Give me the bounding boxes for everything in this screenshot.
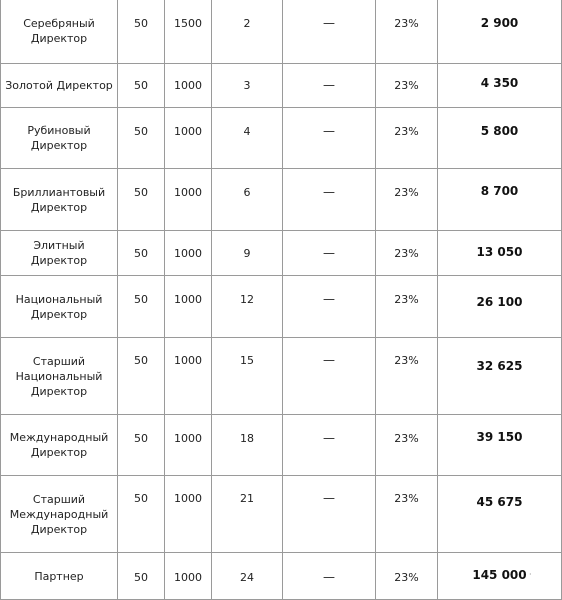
value-cell: 1000 xyxy=(165,276,212,338)
bonus-cell: 5 800 xyxy=(438,108,562,169)
value-cell: 50 xyxy=(118,338,165,415)
rank-name-cell: Элитный Директор xyxy=(1,231,118,276)
bonus-cell: 8 700 xyxy=(438,169,562,231)
value-cell: 9 xyxy=(212,231,283,276)
percent-cell: 23% xyxy=(376,169,438,231)
value-cell: 4 xyxy=(212,108,283,169)
percent-cell: 23% xyxy=(376,415,438,476)
bonus-cell: 4 350 xyxy=(438,64,562,108)
value-cell: 21 xyxy=(212,476,283,553)
value-cell: 1000 xyxy=(165,108,212,169)
value-cell: 12 xyxy=(212,276,283,338)
percent-cell: 23% xyxy=(376,276,438,338)
rank-name-cell: Золотой Директор xyxy=(1,64,118,108)
table-row xyxy=(1,553,562,600)
percent-cell: 23% xyxy=(376,476,438,553)
bonus-cell: 39 150 xyxy=(438,415,562,476)
percent-cell: 23% xyxy=(376,108,438,169)
percent-cell: 23% xyxy=(376,553,438,600)
value-cell: 3 xyxy=(212,64,283,108)
value-cell: 50 xyxy=(118,276,165,338)
value-cell: 50 xyxy=(118,0,165,64)
value-cell: 2 xyxy=(212,0,283,64)
percent-cell: 23% xyxy=(376,231,438,276)
bonus-cell: 45 675 xyxy=(438,476,562,553)
dash-cell: — xyxy=(283,169,376,231)
dash-cell: — xyxy=(283,231,376,276)
table-row xyxy=(1,338,562,415)
rank-name-cell: Международный Директор xyxy=(1,415,118,476)
table-row xyxy=(1,169,562,231)
percent-cell: 23% xyxy=(376,0,438,64)
value-cell: 15 xyxy=(212,338,283,415)
value-cell: 50 xyxy=(118,476,165,553)
value-cell: 50 xyxy=(118,169,165,231)
table-row xyxy=(1,231,562,276)
percent-cell: 23% xyxy=(376,338,438,415)
rank-name-cell: Рубиновый Директор xyxy=(1,108,118,169)
value-cell: 50 xyxy=(118,415,165,476)
table-row xyxy=(1,476,562,553)
bonus-cell: 26 100 xyxy=(438,276,562,338)
rank-name-cell: Серебряный Директор xyxy=(1,0,118,64)
value-cell: 1000 xyxy=(165,415,212,476)
value-cell: 24 xyxy=(212,553,283,600)
value-cell: 6 xyxy=(212,169,283,231)
bonus-cell: 13 050 xyxy=(438,231,562,276)
table-row xyxy=(1,276,562,338)
dash-cell: — xyxy=(283,0,376,64)
rank-name-cell: Старший Национальный Директор xyxy=(1,338,118,415)
dash-cell: — xyxy=(283,553,376,600)
table-row xyxy=(1,108,562,169)
rank-name-cell: Старший Международный Директор xyxy=(1,476,118,553)
value-cell: 1500 xyxy=(165,0,212,64)
value-cell: 1000 xyxy=(165,64,212,108)
table-row xyxy=(1,0,562,64)
dash-cell: — xyxy=(283,64,376,108)
value-cell: 1000 xyxy=(165,338,212,415)
rank-name-cell: Национальный Директор xyxy=(1,276,118,338)
percent-cell: 23% xyxy=(376,64,438,108)
value-cell: 50 xyxy=(118,553,165,600)
dash-cell: — xyxy=(283,108,376,169)
value-cell: 1000 xyxy=(165,476,212,553)
value-cell: 50 xyxy=(118,64,165,108)
value-cell: 1000 xyxy=(165,169,212,231)
value-cell: 1000 xyxy=(165,553,212,600)
value-cell: 50 xyxy=(118,108,165,169)
bonus-cell: 32 625 xyxy=(438,338,562,415)
bonus-cell: 145 000 xyxy=(438,553,562,600)
value-cell: 1000 xyxy=(165,231,212,276)
stray-dot: · xyxy=(529,570,532,579)
bonus-cell: 2 900 xyxy=(438,0,562,64)
value-cell: 18 xyxy=(212,415,283,476)
dash-cell: — xyxy=(283,276,376,338)
rank-name-cell: Партнер xyxy=(1,553,118,600)
dash-cell: — xyxy=(283,338,376,415)
dash-cell: — xyxy=(283,476,376,553)
table-body xyxy=(1,0,562,600)
table-row xyxy=(1,64,562,108)
table-row xyxy=(1,415,562,476)
value-cell: 50 xyxy=(118,231,165,276)
rank-name-cell: Бриллиантовый Директор xyxy=(1,169,118,231)
dash-cell: — xyxy=(283,415,376,476)
